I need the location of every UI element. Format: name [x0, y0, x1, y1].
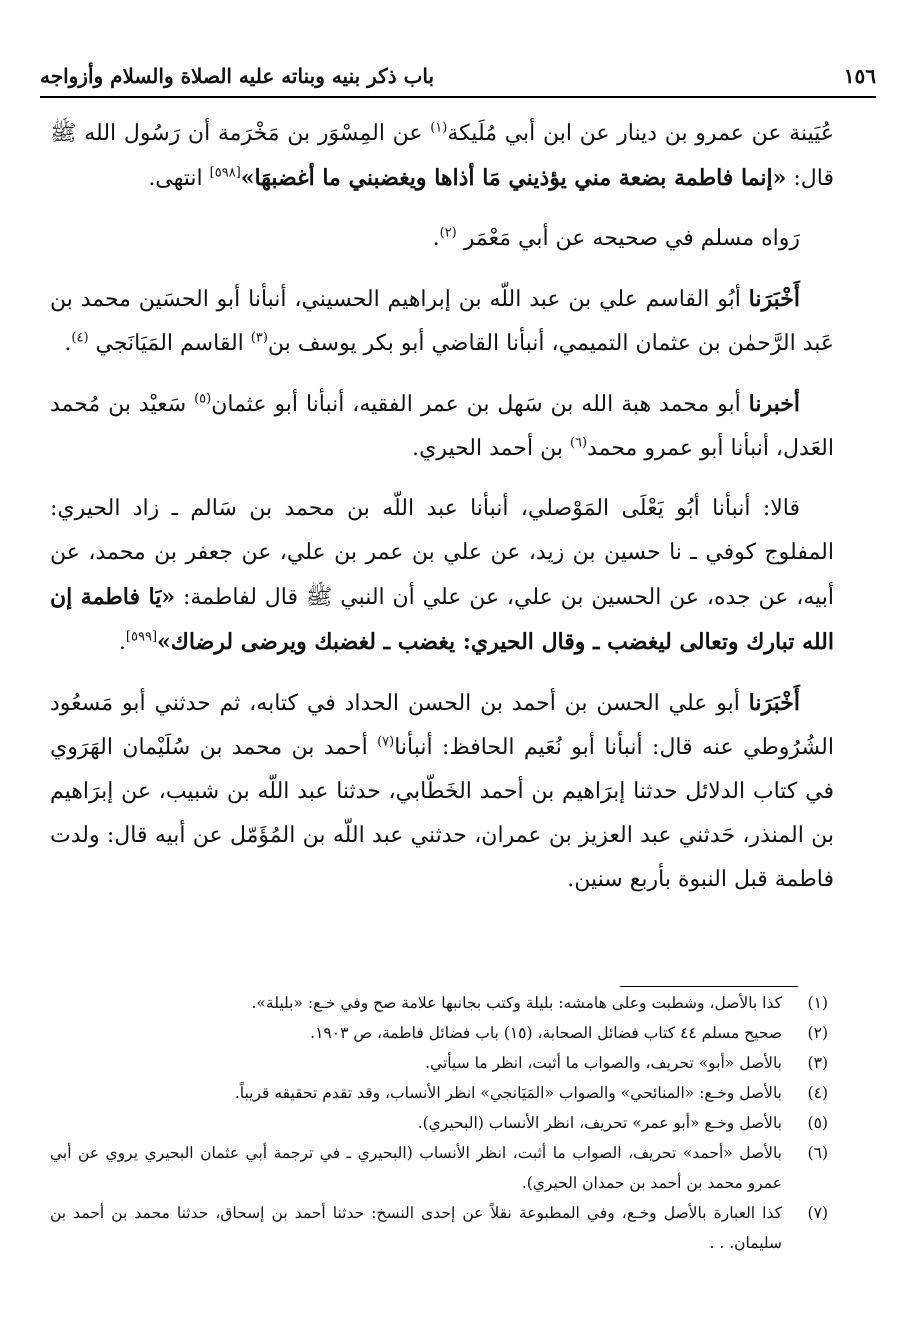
footnote-text: كذا العبارة بالأصل وخـع، وفي المطبوعة نقلاً عن إحدى النسخ: حدثنا أحمد بن إسحاق، حدثنا محمد بن أحمد بن سليمان. . .: [50, 1204, 782, 1252]
footnote-text: بالأصل «أبو» تحريف، والصواب ما أثبت، انظر ما سيأتي.: [425, 1054, 782, 1072]
paragraph-3: [50, 277, 834, 366]
footnotes: [50, 988, 828, 1258]
text-run: سَعيْد بن مُحمد العَدل، أنبأنا أبو عمرو محمد: [50, 392, 834, 461]
footnote-ref-1: (١): [430, 120, 448, 136]
footnote-ref-7: (٧): [377, 734, 395, 750]
footnote-4: [50, 1078, 828, 1108]
text-run: .: [432, 226, 440, 251]
paragraph-1: [50, 112, 834, 201]
footnote-ref-3: (٣): [250, 330, 268, 346]
footnote-ref-6: (٦): [569, 435, 588, 451]
paragraph-6: [50, 681, 834, 902]
text-run: .: [64, 331, 72, 356]
text-run: عن المِسْوَر بن مَخْرَمة أن رَسُول الله ﷺ قال:: [50, 121, 834, 191]
main-text: [50, 112, 834, 918]
footnote-number: (٥): [807, 1114, 828, 1132]
text-run: أحمد بن محمد بن سُلَيْمان الهَرَوي في كتاب الدلائل حدثنا إبرَاهيم بن أحمد الخَطّابي، حدثنا عبد اللّه بن شبيب، عن إبرَاهيم بن المنذر، حَدثني عبد العزيز بن عمران، حدثني عبد اللّه بن المُؤَمّل عن أبيه قال: ولدت فاطمة قبل النبوة بأربع سنين.: [50, 735, 834, 892]
footnote-6: [50, 1138, 828, 1198]
footnote-number: (٧): [807, 1204, 828, 1222]
footnote-text: صحيح مسلم ٤٤ كتاب فضائل الصحابة، (١٥) باب فضائل فاطمة، ص ١٩٠٣.: [310, 1024, 782, 1042]
paragraph-5: [50, 487, 834, 665]
footnote-number: (٦): [807, 1144, 828, 1162]
text-run: أبُو القاسم علي بن عبد اللّه بن إبراهيم الحسيني، أنبأنا أبو الحسَين محمد بن عَبد الرَّحمٰن بن عثمان التميمي، أنبأنا القاضي أبو بكر يوسف بن: [50, 287, 834, 356]
footnote-separator: [620, 986, 798, 987]
footnote-text: كذا بالأصل، وشطبت وعلى هامشه: بليلة وكتب بجانبها علامة صح وفي خـع: «بليلة».: [251, 994, 782, 1012]
footnote-ref-4: (٤): [71, 330, 89, 346]
paragraph-4: [50, 382, 834, 471]
footnote-1: [50, 988, 828, 1018]
text-run: عُيَينة عن عمرو بن دينار عن ابن أبي مُلَيكة: [447, 121, 834, 146]
text-run: .: [118, 630, 126, 655]
footnote-number: (١): [807, 994, 828, 1012]
footnote-ref-5: (٥): [194, 391, 212, 407]
text-run: أبو علي الحسن بن أحمد بن الحسن الحداد في كتابه، ثم حدثني أبو مَسعُود الشُرُوطي عنه قال: أنبأنا أبو نُعَيم الحافظ: أنبأنا: [50, 691, 834, 760]
narration-opener: أخبرنا: [748, 391, 800, 417]
hadith-number: [٥٩٨]: [209, 165, 241, 181]
text-run: انتهى.: [148, 166, 210, 191]
hadith-quote: «إنما فاطمة بضعة مني يؤذيني مَا أذاها ويغضبني ما أغضبهَا»: [240, 165, 787, 191]
text-run: بن أحمد الحيري.: [412, 436, 570, 461]
narration-opener: أَخْبَرَنا: [748, 286, 800, 312]
footnote-number: (٤): [807, 1084, 828, 1102]
hadith-quote: «يَا فاطمة إن الله تبارك وتعالى ليغضب ـ وقال الحيري: يغضب ـ لغضبك ويرضى لرضاك»: [50, 584, 834, 655]
text-run: قالا: أنبأنا أبُو يَعْلَى المَوْصلي، أنبأنا عبد اللّه بن محمد بن سَالم ـ زاد الحيري: المفلوج كوفي ـ نا حسين بن زيد، عن علي بن عمر بن علي، عن جعفر بن محمد، عن أبيه، عن جده، عن الحسين بن علي، عن علي أن النبي ﷺ قال لفاطمة:: [50, 496, 835, 610]
text-run: رَواه مسلم في صحيحه عن أبي مَعْمَر: [456, 226, 800, 251]
running-header: [40, 58, 876, 94]
footnote-3: [50, 1048, 828, 1078]
footnote-text: بالأصل وخـع «أبو عمر» تحريف، انظر الأنساب (البحيري).: [417, 1114, 782, 1132]
footnote-5: [50, 1108, 828, 1138]
narration-opener: أَخْبَرَنا: [748, 690, 800, 716]
paragraph-2: [50, 217, 834, 261]
hadith-number: [٥٩٩]: [125, 629, 158, 645]
footnote-2: [50, 1018, 828, 1048]
footnote-7: [50, 1198, 828, 1258]
footnote-number: (٣): [807, 1054, 828, 1072]
chapter-title: باب ذكر بنيه وبناته عليه الصلاة والسلام وأزواجه: [40, 64, 435, 88]
footnote-number: (٢): [807, 1024, 828, 1042]
footnote-text: بالأصل وخـع: «المنائحي» والصواب «المَيَانجي» انظر الأنساب، وقد تقدم تحقيقه قريباً.: [234, 1084, 782, 1102]
footnote-text: بالأصل «أحمد» تحريف، الصواب ما أثبت، انظر الأنساب (البحيري ـ في ترجمة أبي عثمان البحيري يروي عن أبي عمرو محمد بن أحمد بن حمدان الحيري).: [50, 1144, 782, 1192]
text-run: أبو محمد هبة الله بن سَهل بن عمر الفقيه، أنبأنا أبو عثمان: [211, 392, 749, 417]
page-number: ١٥٦: [843, 64, 876, 88]
text-run: القاسم المَيَانَجي: [88, 331, 251, 356]
header-rule: [40, 96, 876, 98]
footnote-ref-2: (٢): [439, 225, 457, 241]
